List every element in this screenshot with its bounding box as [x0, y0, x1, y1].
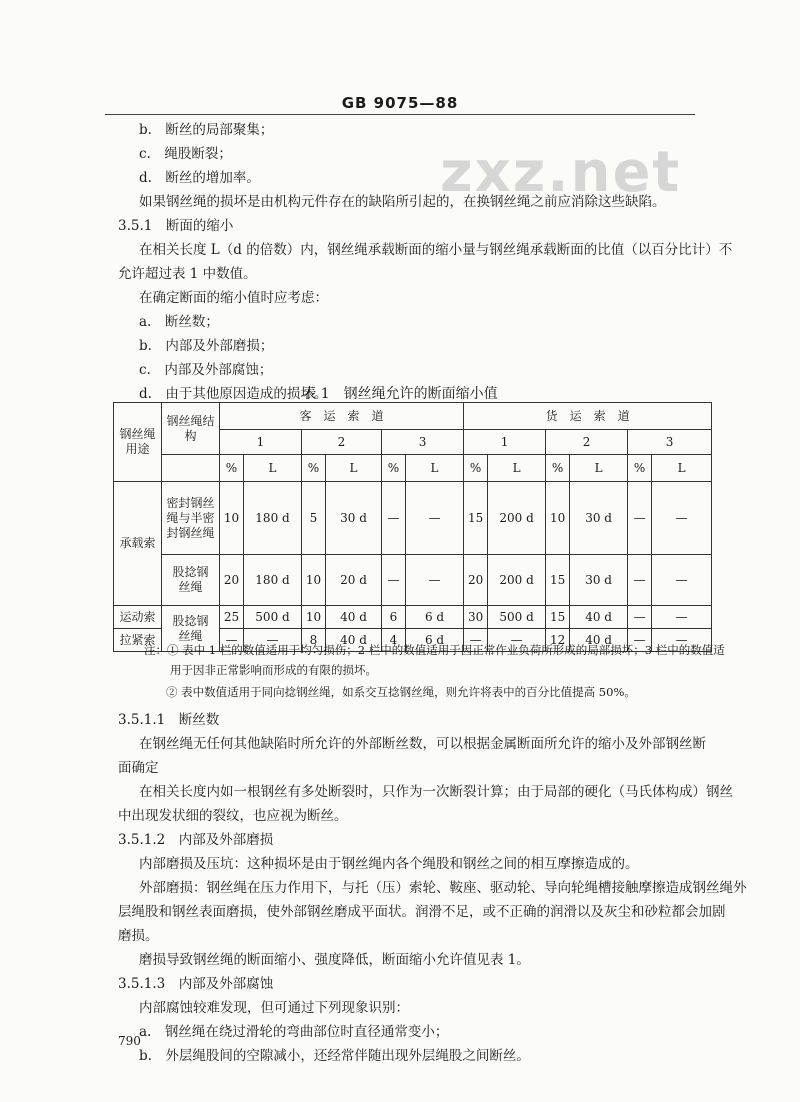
cell: 6: [382, 606, 406, 629]
header-pct: %: [302, 455, 326, 482]
cell: 40 d: [326, 629, 382, 652]
cell: 5: [302, 482, 326, 555]
cell: 4: [382, 629, 406, 652]
header-pct: %: [546, 455, 570, 482]
row-use: 拉紧索: [114, 629, 162, 652]
cell: 200 d: [488, 555, 546, 606]
cell: 12: [546, 629, 570, 652]
cell: 40 d: [326, 606, 382, 629]
header-freight: 货 运 索 道: [464, 403, 712, 430]
cell: 40 d: [570, 606, 628, 629]
cell: 10: [302, 555, 326, 606]
header-pct: %: [382, 455, 406, 482]
cell: 200 d: [488, 482, 546, 555]
text-line: 在相关长度 L（d 的倍数）内，钢丝绳承载断面的缩小量与钢丝绳承载断面的比值（以百分比计）不: [139, 242, 733, 258]
text-line: 用于因非正常影响而形成的有限的损坏。: [170, 663, 377, 677]
text-line: 磨损导致钢丝绳的断面缩小、强度降低，断面缩小允许值见表 1。: [139, 952, 530, 968]
text-line: d. 断丝的增加率。: [139, 170, 260, 186]
cell: 10: [302, 606, 326, 629]
page-number: 790: [118, 1034, 141, 1048]
header-pct: %: [628, 455, 652, 482]
header-col-num: 1: [464, 430, 546, 455]
cell: —: [652, 606, 712, 629]
row-use: 承载索: [114, 482, 162, 606]
text-line: 层绳股和钢丝表面磨损，使外部钢丝磨成平面状。润滑不足，或不正确的润滑以及灰尘和砂粒都会加剧: [118, 904, 726, 920]
header-col-num: 3: [382, 430, 464, 455]
cell: 15: [546, 555, 570, 606]
text-line: 3.5.1.3 内部及外部腐蚀: [118, 976, 274, 992]
cell: 30: [464, 606, 488, 629]
text-line: ② 表中数值适用于同向捻钢丝绳，如系交互捻钢丝绳，则允许将表中的百分比值提高 50%。: [166, 685, 636, 699]
header-col-num: 1: [220, 430, 302, 455]
cell: —: [628, 629, 652, 652]
text-line: 注：① 表中 1 栏的数值适用于均匀损伤；2 栏中的数值适用于因正常作业负荷所形成的局部损坏；3 栏中的数值适: [144, 643, 725, 657]
header-L: L: [488, 455, 546, 482]
header-col-num: 2: [302, 430, 382, 455]
text-line: a. 断丝数；: [139, 314, 219, 330]
cell: 500 d: [244, 606, 302, 629]
header-L: L: [326, 455, 382, 482]
cell: 500 d: [488, 606, 546, 629]
row-use: 运动索: [114, 606, 162, 629]
header-L: L: [570, 455, 628, 482]
cell: 25: [220, 606, 244, 629]
text-line: 内部磨损及压坑：这种损坏是由于钢丝绳内各个绳股和钢丝之间的相互摩擦造成的。: [139, 856, 639, 872]
text-line: c. 绳股断裂；: [139, 146, 232, 162]
cell: —: [406, 482, 464, 555]
text-line: b. 外层绳股间的空隙减小，还经常伴随出现外层绳股之间断丝。: [139, 1048, 530, 1064]
cell: 20: [220, 555, 244, 606]
cell: —: [382, 482, 406, 555]
cell: 20 d: [326, 555, 382, 606]
text-line: b. 内部及外部磨损；: [139, 338, 274, 354]
cell: —: [652, 555, 712, 606]
watermark: zxz.net: [440, 140, 682, 205]
cell: —: [628, 482, 652, 555]
cell: 8: [302, 629, 326, 652]
text-line: 如果钢丝绳的损坏是由机构元件存在的缺陷所引起的，在换钢丝绳之前应消除这些缺陷。: [139, 194, 666, 210]
cell: 30 d: [326, 482, 382, 555]
text-line: 磨损。: [118, 928, 159, 944]
header-pct: %: [220, 455, 244, 482]
table-1: [113, 402, 712, 652]
header-pct: %: [464, 455, 488, 482]
text-line: 3.5.1 断面的缩小: [118, 218, 234, 234]
text-line: 在相关长度内如一根钢丝有多处断裂时，只作为一次断裂计算；由于局部的硬化（马氏体构成）钢丝: [139, 784, 733, 800]
doc-header: GB 9075—88: [341, 94, 459, 112]
text-line: d. 由于其他原因造成的损坏。: [139, 386, 328, 402]
table-row: [114, 482, 712, 555]
table-caption: 表 1 钢丝绳允许的断面缩小值: [302, 386, 498, 402]
text-line: b. 断丝的局部聚集；: [139, 122, 274, 138]
text-line: 在确定断面的缩小值时应考虑：: [139, 290, 328, 306]
header-rule: [105, 114, 695, 115]
text-line: 中出现发状细的裂纹，也应视为断丝。: [118, 808, 348, 824]
header-L: L: [244, 455, 302, 482]
cell: 15: [464, 482, 488, 555]
header-passenger: 客 运 索 道: [220, 403, 464, 430]
cell: 30 d: [570, 482, 628, 555]
cell: —: [244, 629, 302, 652]
text-line: c. 内部及外部腐蚀；: [139, 362, 273, 378]
cell: 15: [546, 606, 570, 629]
cell: 10: [220, 482, 244, 555]
text-line: a. 钢丝绳在绕过滑轮的弯曲部位时直径通常变小；: [139, 1024, 449, 1040]
text-line: 外部磨损：钢丝绳在压力作用下，与托（压）索轮、鞍座、驱动轮、导向轮绳槽接触摩擦造成钢丝绳外: [139, 880, 747, 896]
cell: —: [406, 555, 464, 606]
cell: 20: [464, 555, 488, 606]
text-line: 内部腐蚀较难发现，但可通过下列现象识别：: [139, 1000, 409, 1016]
cell: 10: [546, 482, 570, 555]
cell: —: [652, 629, 712, 652]
row-structure: 密封钢丝绳与半密封钢丝绳: [162, 482, 220, 555]
cell: —: [464, 629, 488, 652]
cell: 30 d: [570, 555, 628, 606]
text-line: 3.5.1.1 断丝数: [118, 712, 220, 728]
header-structure-blank: [162, 455, 220, 482]
cell: —: [488, 629, 546, 652]
table-row: [114, 555, 712, 606]
cell: —: [220, 629, 244, 652]
header-use: 钢丝绳用途: [114, 403, 162, 482]
cell: —: [652, 482, 712, 555]
text-line: 3.5.1.2 内部及外部磨损: [118, 832, 274, 848]
cell: 180 d: [244, 555, 302, 606]
row-structure: 股捻钢丝绳: [162, 606, 220, 652]
header-L: L: [406, 455, 464, 482]
cell: 6 d: [406, 606, 464, 629]
cell: 6 d: [406, 629, 464, 652]
cell: —: [382, 555, 406, 606]
cell: 180 d: [244, 482, 302, 555]
text-line: 面确定: [118, 760, 159, 776]
cell: —: [628, 606, 652, 629]
text-line: 允许超过表 1 中数值。: [118, 266, 257, 282]
cell: —: [628, 555, 652, 606]
row-structure: 股捻钢丝绳: [162, 555, 220, 606]
header-L: L: [652, 455, 712, 482]
text-line: 在钢丝绳无任何其他缺陷时所允许的外部断丝数，可以根据金属断面所允许的缩小及外部钢丝断: [139, 736, 706, 752]
table-row: [114, 606, 712, 629]
header-structure: 钢丝绳结构: [162, 403, 220, 455]
cell: 40 d: [570, 629, 628, 652]
header-col-num: 3: [628, 430, 712, 455]
header-col-num: 2: [546, 430, 628, 455]
